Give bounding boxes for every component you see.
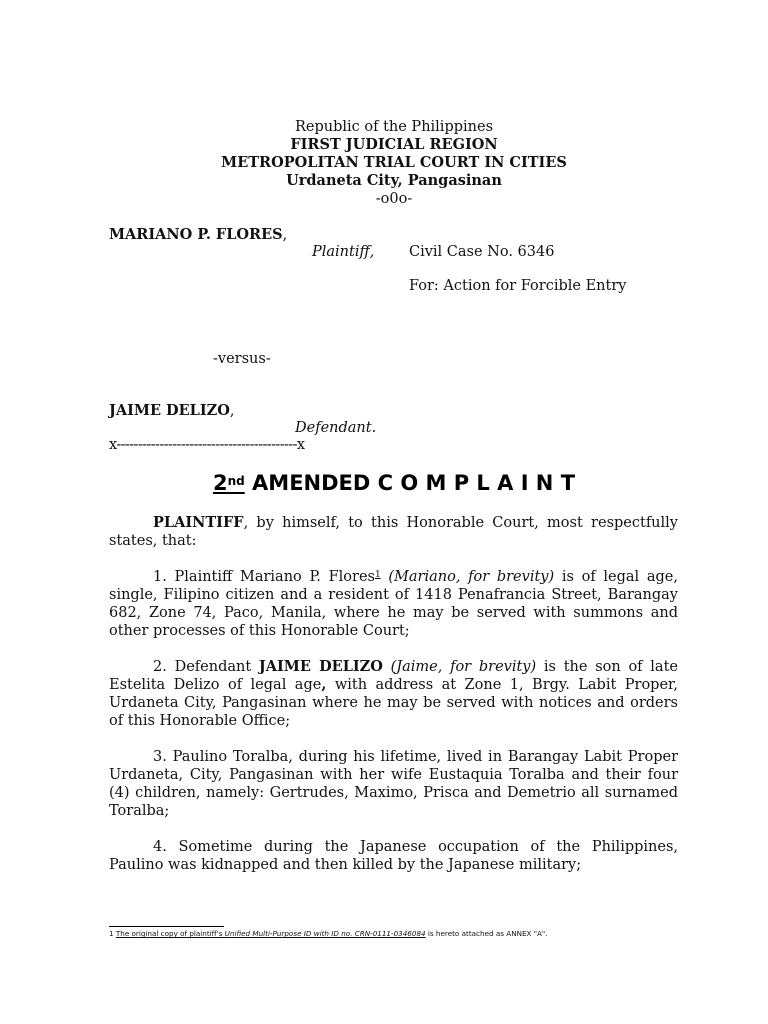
footnote-reference-link[interactable]: 1 <box>374 570 381 580</box>
paragraph-4 <box>109 838 678 874</box>
plaintiff-role: Plaintiff, <box>312 244 375 260</box>
footnote-divider <box>109 926 224 927</box>
header-city: Urdaneta City, Pangasinan <box>286 172 502 189</box>
paragraph-2-italic: (Jaime, for brevity) <box>382 659 537 675</box>
title-text: AMENDED C O M P L A I N T <box>244 471 576 495</box>
paragraph-4-text: 4. Sometime during the Japanese occupation of the Philippines, Paulino was kidnapped and then killed by the Japanese military; <box>109 839 678 873</box>
title-ordinal-suffix: nd <box>227 474 245 488</box>
caption-separator: x------------------------------------------x <box>109 437 305 453</box>
header-court: METROPOLITAN TRIAL COURT IN CITIES <box>221 154 567 171</box>
paragraph-2-defendant: JAIME DELIZO <box>258 658 383 675</box>
defendant-name: JAIME DELIZO <box>109 402 230 419</box>
intro-text: , by himself, to this Honorable Court, most respectfully states, that: <box>109 515 678 549</box>
paragraph-1-text-a: 1. Plaintiff Mariano P. Flores <box>153 569 375 585</box>
title-ordinal <box>213 471 245 495</box>
civil-case-number: Civil Case No. 6346 <box>409 244 555 260</box>
footnote-text-b: is hereto attached as ANNEX "A". <box>425 929 548 938</box>
footnote-text-a: The original copy of plaintiff's <box>115 929 225 938</box>
footnote-underlined <box>116 929 426 938</box>
title-ordinal-number: 2 <box>212 471 228 495</box>
intro-lead: PLAINTIFF <box>153 514 244 531</box>
plaintiff-comma: , <box>282 227 288 243</box>
plaintiff-name: MARIANO P. FLORES <box>109 226 283 243</box>
paragraph-2-text-c: with address at Zone 1, Brgy. Labit Proper, Urdaneta City, Pangasinan where he may be served with notices and orders of this Honorable Office; <box>109 677 678 729</box>
paragraph-3-text: 3. Paulino Toralba, during his lifetime, lived in Barangay Labit Proper Urdaneta, City, Pangasinan with her wife Eustaquia Toralba and their four (4) children, namely: Gertrudes, Maximo, Prisca and Demetrio all surnamed Toralba; <box>109 749 678 819</box>
header-ornament: -o0o- <box>375 191 413 207</box>
paragraph-2-text-a: 2. Defendant <box>153 659 259 675</box>
paragraph-2 <box>109 658 678 730</box>
footnote-id-ref: Unified Multi-Purpose ID with ID no. CRN-0111-0346084 <box>224 929 426 938</box>
defendant-comma: , <box>229 403 235 419</box>
plaintiff-name-line <box>109 226 287 244</box>
defendant-name-line <box>109 402 234 420</box>
footnote-number: 1 <box>109 929 114 938</box>
header-region: FIRST JUDICIAL REGION <box>290 136 498 153</box>
paragraph-1 <box>109 568 678 640</box>
paragraph-1-italic: (Mariano, for brevity) <box>380 569 555 585</box>
document-title <box>0 470 768 496</box>
footnote <box>109 929 709 939</box>
defendant-role: Defendant. <box>295 420 377 436</box>
paragraph-3 <box>109 748 678 820</box>
paragraph-1-text-b: is of legal age, single, Filipino citizen and a resident of 1418 Penafrancia Street, Barangay 682, Zone 74, Paco, Manila, where he may be served with summons and other processes of this Honorable Court; <box>109 569 678 639</box>
intro-paragraph <box>109 514 678 550</box>
paragraph-2-comma: , <box>321 676 327 693</box>
header-republic: Republic of the Philippines <box>294 119 494 135</box>
versus-label: -versus- <box>213 351 271 367</box>
paragraph-2-text-b: is the son of late Estelita Delizo of legal age <box>109 659 678 693</box>
action-type: For: Action for Forcible Entry <box>409 278 627 294</box>
